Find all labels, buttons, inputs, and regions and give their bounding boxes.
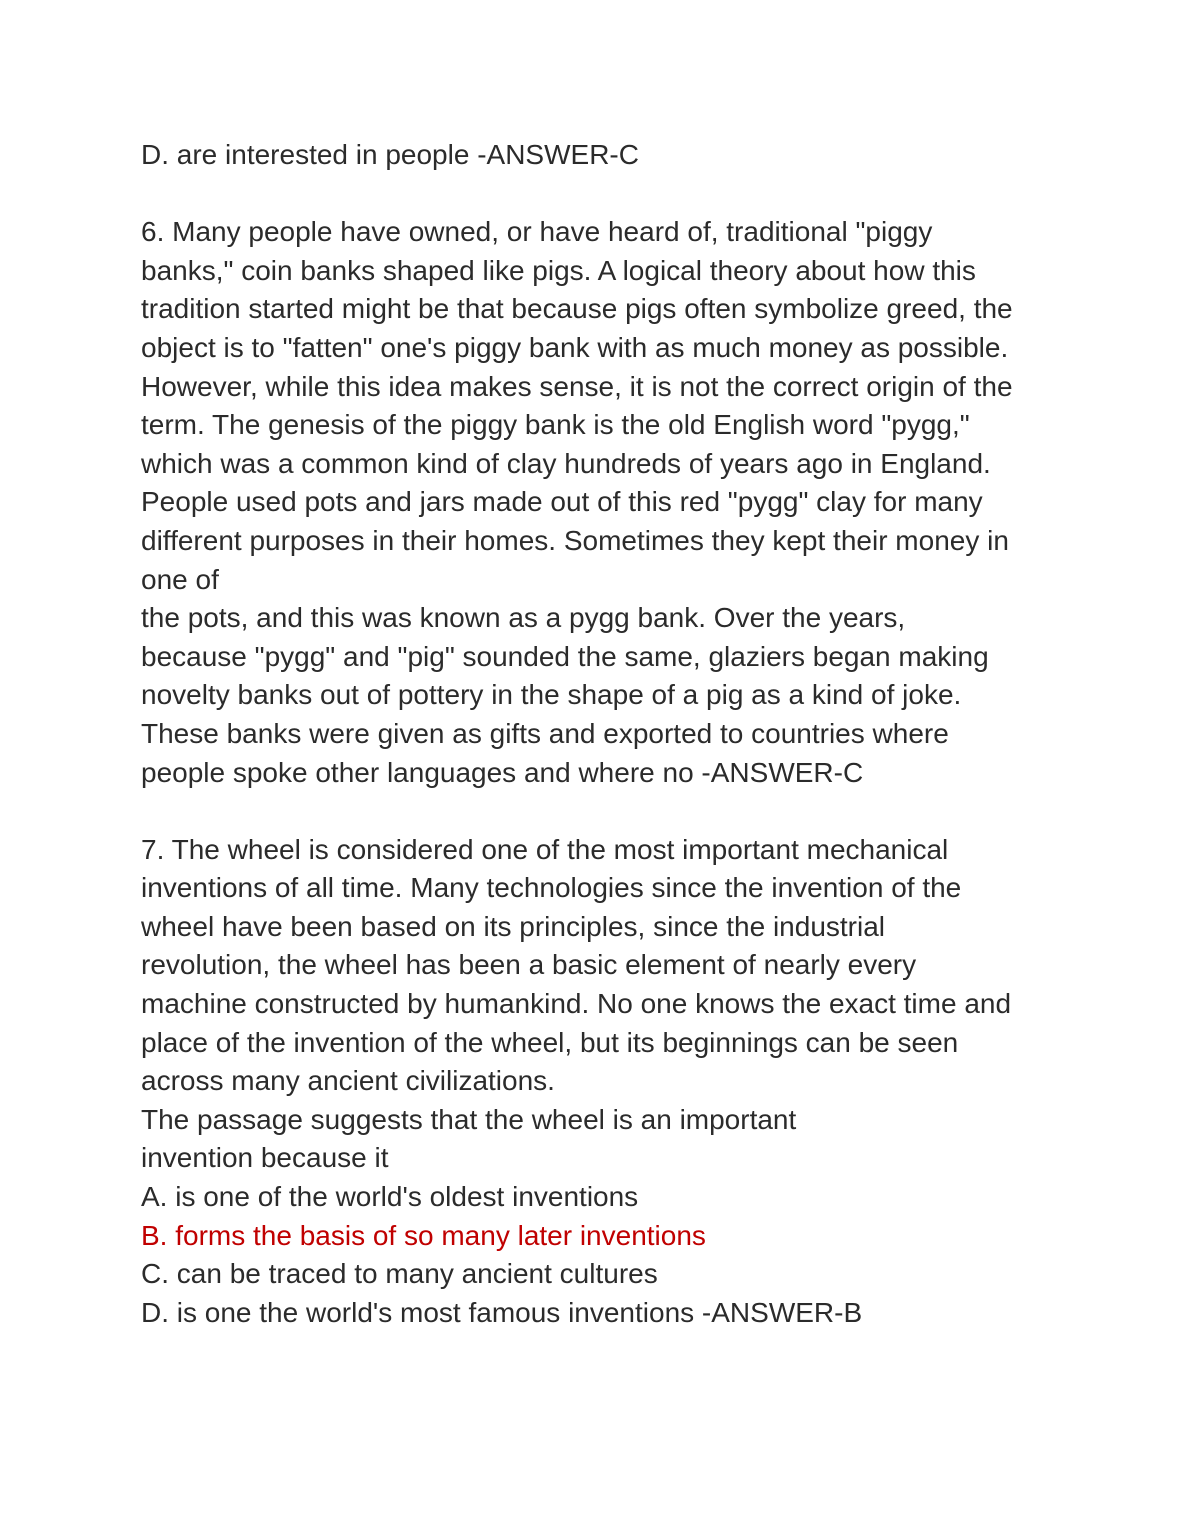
q6-text-line: These banks were given as gifts and exported to countries where — [141, 717, 949, 749]
q7-question-stem: The passage suggests that the wheel is an important — [141, 1103, 797, 1135]
q7-passage-line: 7. The wheel is considered one of the most important mechanical — [141, 833, 949, 865]
paragraph-gap — [141, 175, 1081, 214]
q6-text-line: because "pygg" and "pig" sounded the same, glaziers began making — [141, 640, 989, 672]
q6-answer-line: people spoke other languages and where no -ANSWER-C — [141, 756, 864, 788]
q7-passage-line: revolution, the wheel has been a basic element of nearly every — [141, 949, 917, 981]
q7-passage-line: machine constructed by humankind. No one knows the exact time and — [141, 988, 1012, 1020]
q6-text-line: 6. Many people have owned, or have heard of, traditional "piggy — [141, 216, 933, 248]
q6-text-line: one of — [141, 563, 219, 595]
q7-question-stem: invention because it — [141, 1142, 389, 1174]
q5-option-d-answer: D. are interested in people -ANSWER-C — [141, 139, 639, 170]
q6-text-line: novelty banks out of pottery in the shape of a pig as a kind of joke. — [141, 679, 962, 711]
q7-passage-line: place of the invention of the wheel, but its beginnings can be seen — [141, 1026, 959, 1058]
q6-text-line: term. The genesis of the piggy bank is the old English word "pygg," — [141, 409, 970, 441]
q7-passage-line: wheel have been based on its principles, since the industrial — [141, 910, 886, 942]
q6-text-line: which was a common kind of clay hundreds of years ago in England. — [141, 447, 991, 479]
q7-passage-line: across many ancient civilizations. — [141, 1065, 555, 1097]
q7-option-a: A. is one of the world's oldest inventions — [141, 1181, 639, 1213]
q6-text-line: the pots, and this was known as a pygg bank. Over the years, — [141, 602, 906, 634]
q7-option-d-answer: D. is one the world's most famous inventions -ANSWER-B — [141, 1296, 863, 1328]
q7-option-b-correct: B. forms the basis of so many later inventions — [141, 1219, 706, 1251]
document-page — [141, 136, 1081, 1332]
q6-text-line: banks," coin banks shaped like pigs. A logical theory about how this — [141, 254, 976, 286]
question-7 — [141, 831, 1081, 1333]
q6-text-line: different purposes in their homes. Sometimes they kept their money in — [141, 524, 1009, 556]
q6-text-line: object is to "fatten" one's piggy bank with as much money as possible. — [141, 331, 1009, 363]
q7-passage-line: inventions of all time. Many technologies since the invention of the — [141, 872, 962, 904]
question-6 — [141, 213, 1081, 792]
q7-option-c: C. can be traced to many ancient cultures — [141, 1258, 658, 1290]
paragraph-gap — [141, 792, 1081, 831]
q6-text-line: tradition started might be that because pigs often symbolize greed, the — [141, 293, 1013, 325]
q6-text-line: However, while this idea makes sense, it is not the correct origin of the — [141, 370, 1013, 402]
q6-text-line: People used pots and jars made out of this red "pygg" clay for many — [141, 486, 983, 518]
